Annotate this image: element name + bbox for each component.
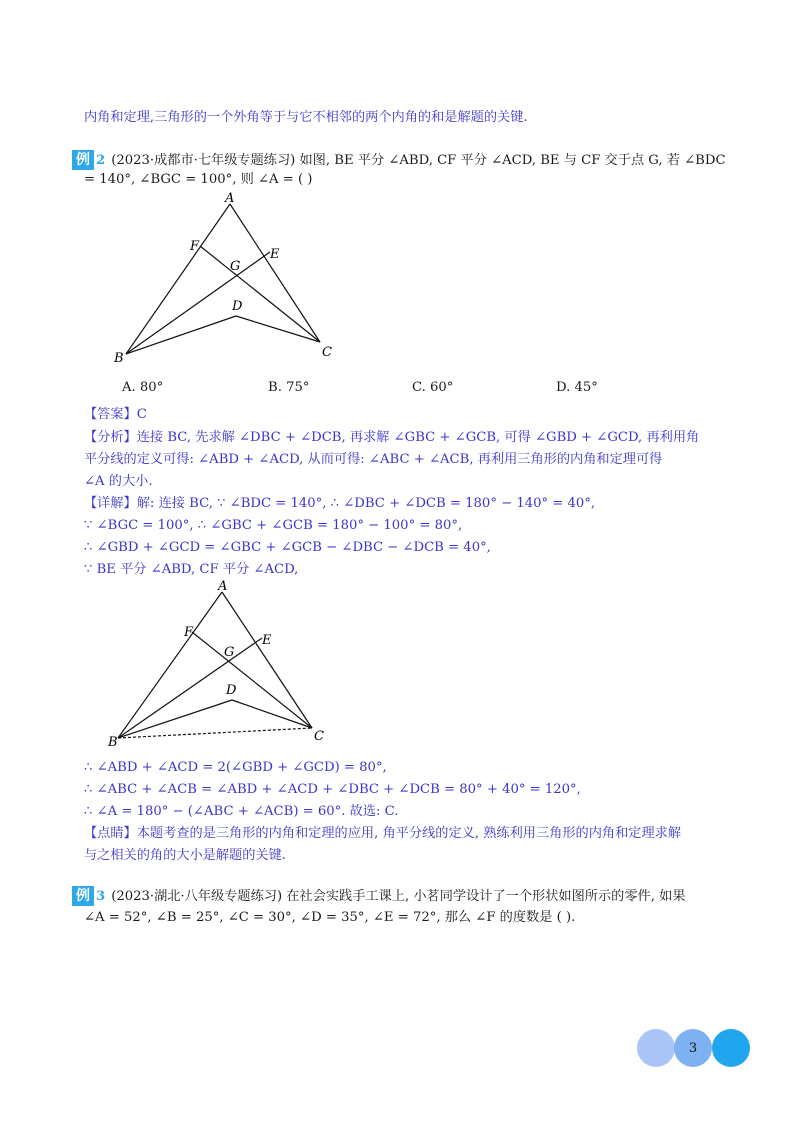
line-BE (118, 638, 262, 738)
example2-line1 (72, 150, 726, 171)
detail-line-3: ∴ ∠GBD + ∠GCD = ∠GBC + ∠GCB − ∠DBC − ∠DCB = 40°, (84, 540, 491, 555)
label-D: D (232, 299, 243, 314)
option-b: B. 75° (268, 380, 310, 395)
edge-AB (126, 204, 230, 354)
label-G: G (230, 259, 241, 274)
line-CF (200, 246, 320, 342)
example3-line1 (72, 886, 686, 907)
label-B: B (108, 735, 118, 750)
label-C: C (314, 729, 324, 744)
answer-line: 【答案】C (84, 407, 147, 422)
page-dot-right (712, 1029, 750, 1067)
edge-BD (126, 316, 236, 354)
after-line-1: ∴ ∠ABD + ∠ACD = 2(∠GBD + ∠GCD) = 80°, (84, 760, 387, 775)
label-B: B (114, 351, 124, 366)
label-E: E (262, 633, 272, 648)
edge-AC (230, 204, 320, 342)
intro-line: 内角和定理,三角形的一个外角等于与它不相邻的两个内角的和是解题的关键. (84, 110, 528, 125)
after-line-3: ∴ ∠A = 180° − (∠ABC + ∠ACB) = 60°. 故选: C. (84, 804, 399, 819)
analysis-line-3: ∠A 的大小. (84, 474, 153, 489)
after-line-2: ∴ ∠ABC + ∠ACB = ∠ABD + ∠ACD + ∠DBC + ∠DCB = 80° + 40° = 120°, (84, 782, 581, 797)
label-F: F (184, 625, 194, 640)
triangle-figure-2 (104, 578, 344, 754)
label-E: E (270, 247, 280, 262)
label-F: F (190, 239, 200, 254)
label-A: A (225, 191, 235, 206)
detail-line-2: ∵ ∠BGC = 100°, ∴ ∠GBC + ∠GCB = 180° − 100° = 80°, (84, 518, 463, 533)
line-BE (126, 252, 270, 354)
label-C: C (322, 345, 332, 360)
example-badge: 例 (72, 886, 94, 906)
example3-question-line2: ∠A = 52°, ∠B = 25°, ∠C = 30°, ∠D = 35°, ∠E = 72°, 那么 ∠F 的度数是 ( ). (84, 910, 576, 925)
option-a: A. 80° (122, 380, 164, 395)
label-A: A (218, 579, 228, 594)
example-number: 2 (96, 153, 106, 168)
comment-line-1: 【点睛】本题考查的是三角形的内角和定理的应用, 角平分线的定义, 熟练利用三角形的内角和定理求解 (84, 826, 682, 841)
edge-DC (232, 700, 312, 728)
example3-question-line1: (2023·湖北·八年级专题练习) 在社会实践手工课上, 小茗同学设计了一个形状如图所示的零件, 如果 (111, 889, 686, 904)
triangle-figure-1 (110, 190, 350, 370)
label-D: D (226, 683, 237, 698)
detail-line-1: 【详解】解: 连接 BC, ∵ ∠BDC = 140°, ∴ ∠DBC + ∠DCB = 180° − 140° = 40°, (84, 496, 596, 511)
detail-line-4: ∵ BE 平分 ∠ABD, CF 平分 ∠ACD, (84, 562, 299, 577)
example-number: 3 (96, 889, 106, 904)
dashed-BC (118, 728, 312, 738)
page-dot-left (637, 1029, 675, 1067)
example-badge: 例 (72, 150, 94, 170)
comment-line-2: 与之相关的角的大小是解题的关键. (84, 848, 287, 863)
edge-DC (236, 316, 320, 342)
example2-question-line1: (2023·成都市·七年级专题练习) 如图, BE 平分 ∠ABD, CF 平分 ∠ACD, BE 与 CF 交于点 G, 若 ∠BDC (111, 153, 726, 168)
analysis-line-1: 【分析】连接 BC, 先求解 ∠DBC + ∠DCB, 再求解 ∠GBC + ∠GCB, 可得 ∠GBD + ∠GCD, 再利用角 (84, 430, 700, 445)
label-G: G (224, 645, 235, 660)
example2-question-line2: = 140°, ∠BGC = 100°, 则 ∠A = ( ) (84, 172, 313, 187)
option-d: D. 45° (556, 380, 598, 395)
edge-AB (118, 592, 222, 738)
option-c: C. 60° (412, 380, 454, 395)
analysis-line-2: 平分线的定义可得: ∠ABD + ∠ACD, 从而可得: ∠ABC + ∠ACB, 再利用三角形的内角和定理可得 (84, 452, 663, 467)
page-number: 3 (674, 1029, 712, 1067)
edge-AC (222, 592, 312, 728)
line-CF (192, 632, 312, 728)
edge-BD (118, 700, 232, 738)
